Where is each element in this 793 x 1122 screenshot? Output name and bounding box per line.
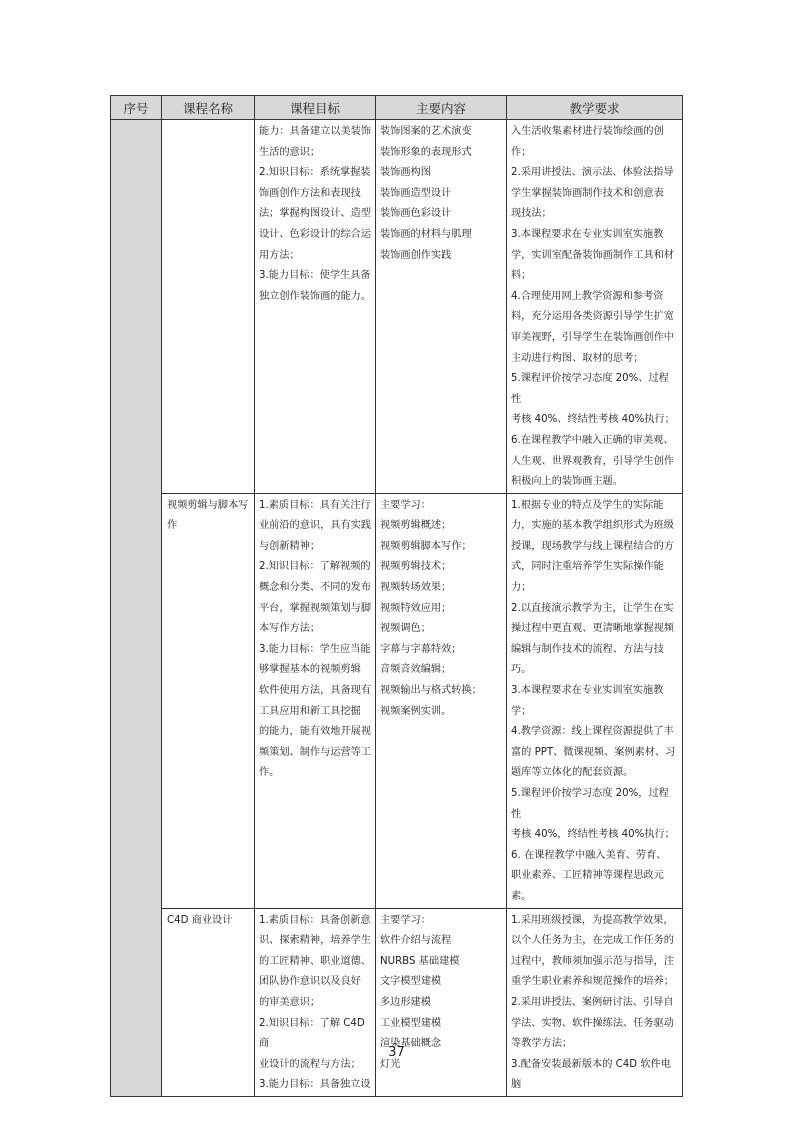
- course-name: 视频剪辑与脚本写 作: [167, 499, 249, 532]
- teaching-requirements-cell: [507, 493, 683, 908]
- teaching-requirements: 入生活收集素材进行装饰绘画的创 作； 2.采用讲授法、演示法、体验法指导 学生掌握装饰画制作技术和创意表 现技法； 3.本课程要求在专业实训室实施教 学，实训室配备装饰画制作工具和材 料； 4.合理使用网上教学资源和参考资 料，充分运用各类资源引导学生扩宽 审美视野，引导学生在装饰画创作中 主动进行构图、取材的思考； 5.课程评价按学习态度 20%、过程性 考核 40%、终结性考核 40%执行； 6.在课程教学中融入正确的审美观、 人生观、世界观教育，引导学生创作 积极向上的装饰画主题。: [511, 126, 675, 488]
- main-content: 主要学习： 视频剪辑概述； 视频剪辑脚本写作； 视频剪辑技术； 视频转场效果； 视频特效应用； 视频调色； 字幕与字幕特效； 音频音效编辑； 视频输出与格式转换； 视频案例实训。: [380, 499, 482, 717]
- main-content: 装饰图案的艺术演变 装饰形象的表现形式 装饰画构图 装饰画造型设计 装饰画色彩设计 装饰画的材料与肌理 装饰画创作实践: [380, 126, 472, 261]
- course-name-cell: [162, 120, 255, 494]
- teaching-requirements: 1.采用班级授课，为提高教学效果， 以个人任务为主，在完成工作任务的 过程中，教师须加强示范与指导，注 重学生职业素养和规范操作的培养； 2.采用讲授法、案例研讨法、引导自 学法、实物、软件操练法、任务驱动 等教学方法； 3.配备安装最新版本的 C4D 软件电脑: [511, 914, 674, 1091]
- main-content-cell: [376, 120, 507, 494]
- main-content-cell: [376, 493, 507, 908]
- header-main-content: 主要内容: [376, 96, 507, 120]
- course-goal: 能力：具备建立以美装饰 生活的意识； 2.知识目标：系统掌握装 饰画创作方法和表现技 法；掌握构图设计、造型 设计、色彩设计的综合运 用方法； 3.能力目标：使学生具备 独立创作装饰画的能力。: [259, 126, 372, 302]
- teaching-requirements: 1.根据专业的特点及学生的实际能 力，实施的基本教学组织形式为班级 授课，现场教学与线上课程结合的方 式，同时注重培养学生实际操作能 力； 2.以直接演示教学为主，让学生在实 操过程中更直观、更清晰地掌握视频 编辑与制作技术的流程、方法与技 巧。 3.本课程要求在专业实训室实施教 学； 4.教学资源：线上课程资源提供了丰 富的 PPT、微课视频、案例素材、习 题库等立体化的配套资源。 5.课程评价按学习态度 20%，过程性 考核 40%，终结性考核 40%执行； 6. 在课程教学中融入美育、劳育、 职业素养、工匠精神等课程思政元 素。: [511, 499, 676, 902]
- header-seq: 序号: [111, 96, 162, 120]
- teaching-requirements-cell: [507, 120, 683, 494]
- course-name: C4D 商业设计: [167, 914, 233, 926]
- main-content: 主要学习： 软件介绍与流程 NURBS 基础建模 文字模型建模 多边形建模 工业模型建模 渲染基础概念 灯光: [380, 914, 460, 1070]
- course-name-cell: [162, 908, 255, 1096]
- header-teaching-requirements: 教学要求: [507, 96, 683, 120]
- table-header-row: [111, 96, 683, 120]
- course-name: [162, 120, 254, 122]
- table-row: [111, 908, 683, 1096]
- course-goal: 1.素质目标：具有关注行 业前沿的意识，具有实践 与创新精神； 2.知识目标：了解视频的 概念和分类、不同的发布 平台，掌握视频策划与脚 本写作方法； 3.能力目标：学生应当能 够掌握基本的视频剪辑 软件使用方法，具备现有 工具应用和新工具挖掘 的能力，能有效地开展视 频策划、制作与运营等工 作。: [259, 499, 372, 779]
- course-name-cell: [162, 493, 255, 908]
- main-content-cell: [376, 908, 507, 1096]
- course-goal-cell: [255, 493, 376, 908]
- course-goal: 1.素质目标：具备创新意 识、探索精神，培养学生 的工匠精神、职业道德、 团队协作意识以及良好 的审美意识； 2.知识目标：了解 C4D 商 业设计的流程与方法； 3.能力目标：具备独立设: [259, 914, 372, 1091]
- course-table: [110, 95, 683, 1097]
- header-course-name: 课程名称: [162, 96, 255, 120]
- course-goal-cell: [255, 908, 376, 1096]
- header-course-goal: 课程目标: [255, 96, 376, 120]
- table-row: [111, 120, 683, 494]
- course-goal-cell: [255, 120, 376, 494]
- seq-cell: [111, 120, 162, 1097]
- teaching-requirements-cell: [507, 908, 683, 1096]
- table-row: [111, 493, 683, 908]
- page-number: 37: [388, 1045, 405, 1060]
